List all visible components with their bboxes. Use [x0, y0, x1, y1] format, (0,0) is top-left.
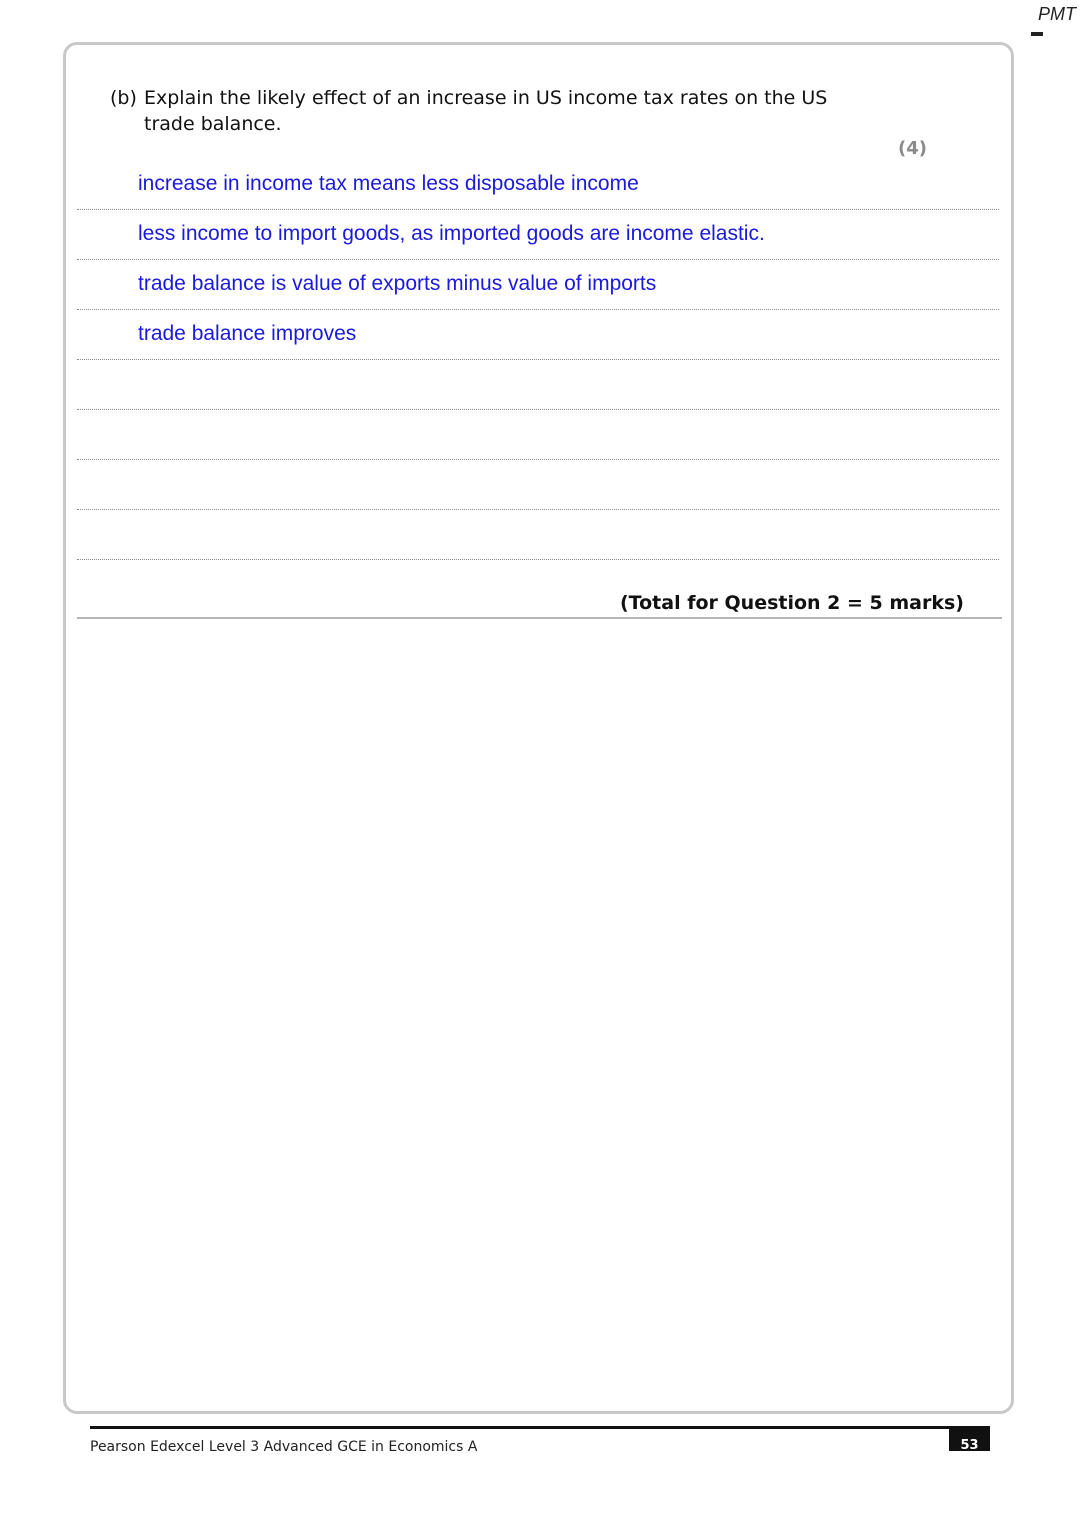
answer-line[interactable]	[77, 210, 999, 260]
question-label: (b)	[110, 87, 137, 109]
answer-text: increase in income tax means less disposable income	[138, 172, 639, 195]
watermark-underline	[1031, 32, 1043, 36]
answer-text: less income to import goods, as imported goods are income elastic.	[138, 222, 765, 245]
question-b	[110, 85, 870, 137]
answer-text: trade balance improves	[138, 322, 357, 345]
footer-divider	[90, 1426, 990, 1429]
answer-line[interactable]	[77, 260, 999, 310]
page-number: 53	[949, 1429, 990, 1451]
answer-line[interactable]	[77, 310, 999, 360]
question-marks: (4)	[898, 138, 927, 159]
footer-text: Pearson Edexcel Level 3 Advanced GCE in Economics A	[90, 1439, 478, 1451]
answer-line[interactable]	[77, 160, 999, 210]
answer-text: trade balance is value of exports minus value of imports	[138, 272, 657, 295]
answer-line[interactable]	[77, 510, 999, 560]
answer-line[interactable]	[77, 410, 999, 460]
answer-area[interactable]	[77, 160, 999, 560]
pmt-watermark: PMT	[1038, 4, 1076, 24]
question-total: (Total for Question 2 = 5 marks)	[620, 592, 964, 614]
answer-line[interactable]	[77, 460, 999, 510]
question-text: Explain the likely effect of an increase in US income tax rates on the US trade balance.	[144, 87, 828, 135]
total-divider	[77, 617, 1002, 619]
answer-line[interactable]	[77, 360, 999, 410]
